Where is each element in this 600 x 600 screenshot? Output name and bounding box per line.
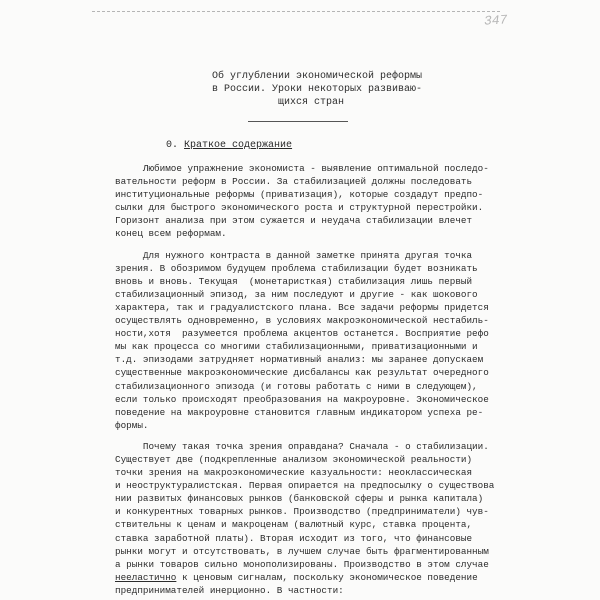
body-text — [115, 162, 520, 597]
document-title — [212, 70, 452, 109]
text-line: и конкурентных товарных рынков. Производство (предприниматели) чув- — [115, 506, 489, 518]
text-line: существенные макроэкономические дисбалансы как результат очередного — [115, 367, 489, 379]
top-page-edge-line — [92, 11, 500, 12]
text-line: стабилизационного эпизода (и готовы работать с ними в следующем), — [115, 380, 478, 392]
text-line: мы как процесса со многими стабилизационными, приватизационными и — [115, 341, 478, 353]
text-line: рынки могут и отсутствовать, в лучшем случае быть фрагментированным — [115, 545, 489, 557]
text-line: если только происходят преобразования на макроуровне. Экономическое — [115, 393, 489, 405]
section-number: 0. — [166, 140, 179, 151]
text-line: вательности реформ в России. За стабилизацией должны последовать — [115, 176, 473, 188]
title-underline — [248, 121, 348, 122]
title-line: Об углублении экономической реформы — [212, 71, 423, 82]
paragraph — [115, 249, 520, 432]
title-line: в России. Уроки некоторых развиваю- — [212, 84, 423, 95]
underlined-word: нееластично — [115, 571, 177, 583]
text-line: характера, так и градуалистского плана. Все задачи реформы придется — [115, 301, 489, 313]
paragraph — [115, 162, 520, 241]
text-line: вновь и вновь. Текущая (монетаристкая) стабилизация лишь первый — [115, 275, 473, 287]
text-line: ности,хотя разумеется проблема акцентов останется. Восприятие рефо — [115, 328, 489, 340]
text-line: и неоструктуралистская. Первая опирается на предпосылку о существова — [115, 480, 495, 492]
text-line: институциональные реформы (приватизация), которые создадут предпо- — [115, 189, 484, 201]
text-line: стабилизационный эпизод, за ним последуют и другие - как шокового — [115, 288, 478, 300]
text-line: т.д. эпизодами затрудняет нормативный анализ: мы заранее допускаем — [115, 354, 484, 366]
text-line: конец всем реформам. — [115, 228, 227, 240]
text-line: точки зрения на макроэкономические казуальности: неоклассическая — [115, 467, 473, 479]
text-line: нееластично к ценовым сигналам, поскольку экономическое поведение — [115, 571, 478, 583]
text-line: ставка заработной платы). Вторая исходит из того, что финансовые — [115, 532, 473, 544]
text-line: зрения. В обозримом будущем проблема стабилизации будет возникать — [115, 262, 478, 274]
paragraph — [115, 440, 520, 597]
section-title: Краткое содержание — [184, 140, 293, 151]
text-line: сылки для быстрого экономического роста и структурной перестройки. — [115, 202, 484, 214]
paragraph-gap — [115, 432, 520, 440]
paragraph-gap — [115, 241, 520, 249]
text-line: Для нужного контраста в данной заметке принята другая точка — [115, 249, 473, 261]
text-line: ствительны к ценам и макроценам (валютный курс, ставка процента, — [115, 519, 473, 531]
text-line: а рынки товаров сильно монополизированы. Производство в этом случае — [115, 558, 489, 570]
section-heading — [166, 140, 292, 151]
page-number: 347 — [483, 12, 508, 29]
text-line: Существует две (подкрепленные анализом экономической реальности) — [115, 453, 473, 465]
text-line: поведение на макроуровне становится главным индикатором успеха ре- — [115, 406, 484, 418]
text-line: осуществлять одновременно, в условиях макроэкономической нестабиль- — [115, 315, 489, 327]
text-line: предпринимателей инерционно. В частности: — [115, 584, 344, 596]
text-line: Горизонт анализа при этом сужается и неудача стабилизации влечет — [115, 215, 473, 227]
text-line: Любимое упражнение экономиста - выявление оптимальной последо- — [115, 163, 489, 174]
text-line: нии развитых финансовых рынков (банковской сферы и рынка капитала) — [115, 493, 484, 505]
title-line: щихся стран — [212, 97, 345, 108]
text-line: формы. — [115, 419, 149, 431]
text-line: Почему такая точка зрения оправдана? Сначала - о стабилизации. — [115, 440, 489, 452]
